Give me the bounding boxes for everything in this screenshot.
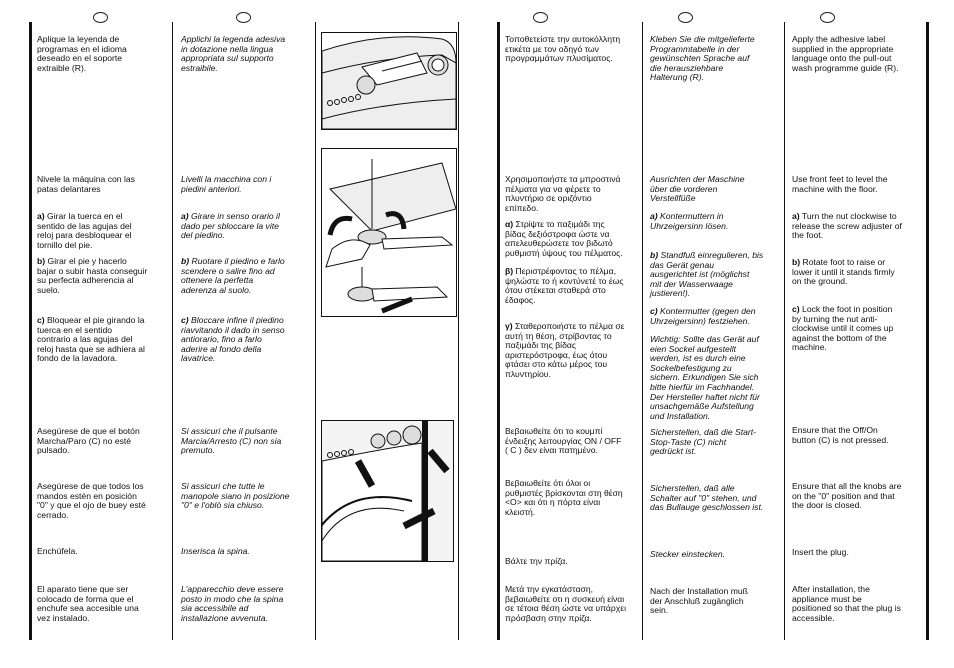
column-rule xyxy=(784,22,785,640)
text-label-instruction: Kleben Sie die mitgelieferte Programmtabelle in der gewünschten Sprache auf die herausziehbare Halterung (R). xyxy=(650,34,755,83)
text-button-check: Ensure that the Off/On button (C) is not pressed. xyxy=(792,425,889,445)
text-step-c: c) Lock the foot in position by turning the nut anti- clockwise until it comes up against the bottom of the machine. xyxy=(792,304,894,353)
text-step-b: β) Περιστρέφοντας το πέλμα, ψηλώστε το ή κοντύνετέ το έως ότου στέκεται σταθερά στο έδαφος. xyxy=(505,266,624,305)
foot-leveling-illustration xyxy=(321,148,457,317)
text-knobs-check: Si assicuri che tutte le manopole siano in posizione "0" e l'oblò sia chiuso. xyxy=(181,481,290,511)
text-step-c: c) Kontermutter (gegen den Uhrzeigersinn) festziehen. xyxy=(650,306,756,326)
text-step-a: α) Στρίψτε το παξιμάδι της βίδας δεξιόστροφα ώστε να απελευθερώσετε τον βιδωτό ρυθμιστή ύψους του πέλματος. xyxy=(505,219,623,258)
text-important-note: Wichtig: Sollte das Gerät auf eien Sockel aufgestellt werden, ist es durch eine Sockelbefestigung zu sichern. Erkundigen Sie sich bitte hierfür im Fachhandel. Der Hersteller haftet nicht für unsachgemäße Aufstellung und Installation. xyxy=(650,334,760,421)
text-step-c: c) Bloquear el pie girando la tuerca en el sentido contrario a las agujas del reloj hasta que se adhiera al fondo de la lavadora. xyxy=(37,315,145,364)
text-knobs-check: Asegúrese de que todos los mandos estén en posición "0" y que el ojo de buey esté cerrado. xyxy=(37,481,146,520)
text-knobs-check: Ensure that all the knobs are on the "0" position and that the door is closed. xyxy=(792,481,902,511)
text-step-a: a) Girar la tuerca en el sentido de las agujas del reloj para desbloquear el tornillo del pie. xyxy=(37,211,132,250)
text-label-instruction: Applichi la legenda adesiva in dotazione nella lingua appropriata sul supporto estraibile. xyxy=(181,34,286,73)
text-plug-in: Stecker einstecken. xyxy=(650,549,725,559)
text-button-check: Βεβαιωθείτε ότι το κουμπί ένδειξης λειτουργίας ON / OFF ( C ) δεν είναι πατημένο. xyxy=(505,426,622,456)
column-rule xyxy=(926,22,929,640)
column-rule xyxy=(29,22,32,640)
text-level-intro: Χρησιμοποιήστε τα μπροστινά πέλματα για να φέρετε το πλυντήριο σε οριζόντιο επίπεδο. xyxy=(505,174,621,213)
program-guide-drawer-illustration xyxy=(321,32,457,130)
text-plug-access: L'apparecchio deve essere posto in modo che la spina sia accessibile ad installazione avvenuta. xyxy=(181,584,284,623)
text-plug-access: Nach der Installation muß der Anschluß zugänglich sein. xyxy=(650,586,748,616)
text-label-instruction: Τοποθετείστε την αυτοκόλλητη ετικέτα με τον οδηγό των προγραμμάτων πλυσίματος. xyxy=(505,34,621,64)
text-plug-in: Βάλτε την πρίζα. xyxy=(505,556,568,566)
text-button-check: Si assicuri che il pulsante Marcia/Arresto (C) non sia premuto. xyxy=(181,426,282,456)
text-step-b: b) Standfuß einregulieren, bis das Gerät genau ausgerichtet ist (möglichst mit der Wasserwaage justieren!). xyxy=(650,250,764,299)
text-level-intro: Use front feet to level the machine with the floor. xyxy=(792,174,888,194)
language-flag-de xyxy=(678,12,693,23)
text-level-intro: Livelli la macchina con i piedini anteriori. xyxy=(181,174,272,194)
text-button-check: Asegúrese de que el botón Marcha/Paro (C) no esté pulsado. xyxy=(37,426,140,456)
text-label-instruction: Apply the adhesive label supplied in the appropriate language onto the pull-out wash programme guide (R). xyxy=(792,34,899,73)
text-plug-access: El aparato tiene que ser colocado de forma que el enchufe sea accesible una vez instalado. xyxy=(37,584,139,623)
column-rule xyxy=(497,22,500,640)
language-flag-es xyxy=(93,12,108,23)
text-button-check: Sicherstellen, daß die Start- Stop-Taste (C) nicht gedrückt ist. xyxy=(650,427,757,457)
text-label-instruction: Aplique la leyenda de programas en el idioma deseado en el soporte extraible (R). xyxy=(37,34,127,73)
text-knobs-check: Βεβαιωθείτε ότι όλοι οι ρυθμιστές βρίσκονται στη θέση <O> και ότι η πόρτα είναι κλειστή. xyxy=(505,478,623,517)
text-knobs-check: Sicherstellen, daß alle Schalter auf "0" stehen, und das Bullauge geschlossen ist. xyxy=(650,483,764,513)
text-step-c: γ) Σταθεροποιήστε το πέλμα σε αυτή τη θέση, στρίβοντας το παξιμάδι της βίδας αριστερόστροφα, έως ότου φτάσει στο κάτω μέρος του πλυντηρίου. xyxy=(505,321,625,379)
language-flag-el xyxy=(533,12,548,23)
text-plug-in: Insert the plug. xyxy=(792,547,849,557)
text-step-a: a) Turn the nut clockwise to release the screw adjuster of the foot. xyxy=(792,211,902,241)
text-step-a: a) Girare in senso orario il dado per sbloccare la vite del piedino. xyxy=(181,211,280,241)
column-rule xyxy=(458,22,459,640)
text-step-b: b) Girar el pie y hacerlo bajar o subir hasta conseguir su perfecta adherencia al suelo. xyxy=(37,256,148,295)
text-plug-access: Μετά την εγκατάσταση, βεβαιωθείτε οτι η συσκευή είναι σε τέτοια θέση ώστε να υπάρχει πρόσβαση στην πρίζα. xyxy=(505,584,627,623)
column-rule xyxy=(642,22,643,640)
text-plug-in: Enchúfela. xyxy=(37,546,78,556)
control-panel-knobs-illustration xyxy=(321,420,454,562)
text-plug-access: After installation, the appliance must be positioned so that the plug is accessible. xyxy=(792,584,901,623)
text-step-b: b) Rotate foot to raise or lower it until it stands firmly on the ground. xyxy=(792,257,895,287)
language-flag-it xyxy=(236,12,251,23)
text-step-b: b) Ruotare il piedino e farlo scendere o salire fino ad ottenere la perfetta aderenza al suolo. xyxy=(181,256,285,295)
column-rule xyxy=(172,22,173,640)
text-step-c: c) Bloccare infine il piedino riavvitando il dado in senso antiorario, fino a farlo aderire al fondo della lavatrice. xyxy=(181,315,285,364)
text-step-a: a) Kontermuttern in Uhrzeigersinn lösen. xyxy=(650,211,729,231)
text-level-intro: Nivele la máquina con las patas delantares xyxy=(37,174,135,194)
text-plug-in: Inserisca la spina. xyxy=(181,546,250,556)
language-flag-en xyxy=(820,12,835,23)
column-rule xyxy=(315,22,316,640)
text-level-intro: Ausrichten der Maschine über die vorderen Verstellfüße xyxy=(650,174,745,204)
